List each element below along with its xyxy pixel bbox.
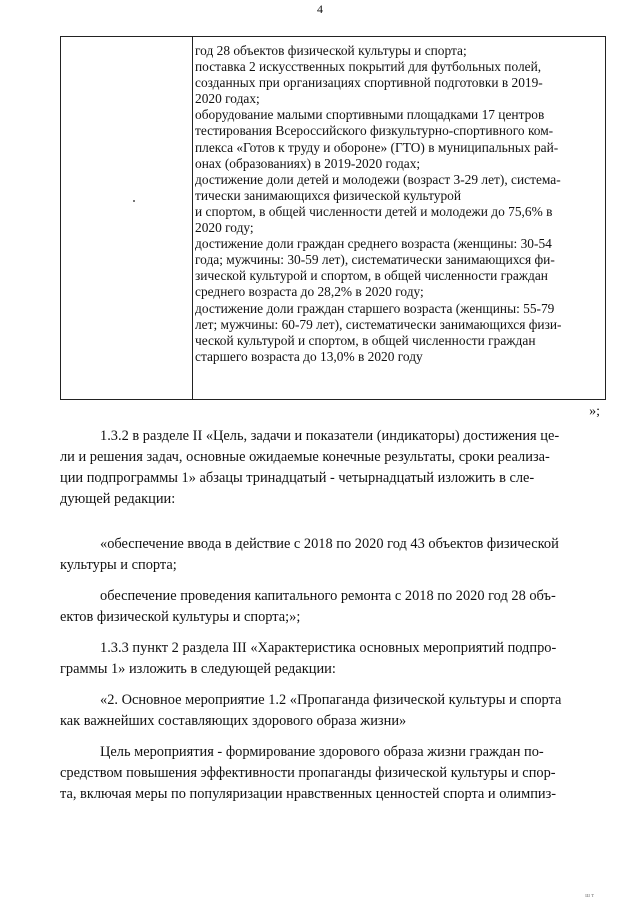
table-column-divider [192, 37, 193, 399]
table-line: года; мужчины: 30-59 лет), систематически занимающихся фи- [195, 252, 555, 268]
body-line: граммы 1» изложить в следующей редакции: [60, 661, 336, 677]
body-line: ции подпрограммы 1» абзацы тринадцатый - четырнадцатый изложить в сле- [60, 470, 535, 486]
body-line: средством повышения эффективности пропаганды физической культуры и спор- [60, 765, 556, 781]
page-number: 4 [317, 2, 323, 16]
body-line: как важнейших составляющих здорового образа жизни» [60, 713, 407, 729]
body-line: ли и решения задач, основные ожидаемые конечные результаты, сроки реализа- [60, 449, 550, 465]
body-line: 1.3.2 в разделе II «Цель, задачи и показатели (индикаторы) достижения це- [100, 428, 560, 444]
table-line: год 28 объектов физической культуры и спорта; [195, 43, 467, 58]
body-line: «обеспечение ввода в действие с 2018 по 2020 год 43 объектов физической [100, 536, 559, 552]
table-line: достижение доли детей и молодежи (возраст 3-29 лет), система- [195, 171, 561, 187]
closing-quote: »; [589, 404, 600, 419]
table-line: 2020 годах; [195, 91, 260, 107]
body-line: та, включая меры по популяризации нравственных ценностей спорта и олимпиз- [60, 786, 557, 802]
indicators-table [60, 36, 606, 400]
table-line: плекса «Готов к труду и обороне» (ГТО) в муниципальных рай- [195, 139, 559, 155]
body-line: Цель мероприятия - формирование здорового образа жизни граждан по- [100, 744, 544, 760]
table-line: старшего возраста до 13,0% в 2020 году [195, 348, 423, 364]
table-line: и спортом, в общей численности детей и молодежи до 75,6% в [195, 203, 553, 219]
table-line: ческой культурой и спортом, в общей численности граждан [195, 332, 536, 348]
quoted-amendment [60, 534, 606, 576]
table-line: онах (образованиях) в 2019-2020 годах; [195, 155, 421, 171]
table-line: достижение доли граждан среднего возраста (женщины: 30-54 [195, 236, 552, 252]
scan-speck [133, 200, 135, 202]
table-line: достижение доли граждан старшего возраста (женщины: 55-79 [195, 300, 555, 316]
body-line: дующей редакции: [60, 491, 176, 507]
body-line: культуры и спорта; [60, 557, 177, 573]
table-line: 2020 году; [195, 220, 254, 236]
body-line: «2. Основное мероприятие 1.2 «Пропаганда физической культуры и спорта [100, 692, 562, 708]
paragraph-measure-goal [60, 742, 606, 805]
body-line: ектов физической культуры и спорта;»; [60, 609, 301, 625]
table-line: созданных при организациях спортивной подготовки в 2019- [195, 75, 543, 91]
paragraph-1-3-3 [60, 638, 606, 680]
table-line: поставка 2 искусственных покрытий для футбольных полей, [195, 59, 542, 75]
table-line: оборудование малыми спортивными площадками 17 центров [195, 107, 545, 123]
paragraph-capital-repair [60, 586, 606, 628]
table-line: тестирования Всероссийского физкультурно-спортивного ком- [195, 123, 554, 139]
table-line: тически занимающихся физической культурой [195, 187, 462, 203]
footer-scan-mark: ш т [585, 893, 594, 899]
table-line: лет; мужчины: 60-79 лет), систематически занимающихся физи- [195, 316, 562, 332]
body-line: 1.3.3 пункт 2 раздела III «Характеристика основных мероприятий подпро- [100, 640, 557, 656]
table-cell-text [195, 43, 603, 365]
body-line: обеспечение проведения капитального ремонта с 2018 по 2020 год 28 объ- [100, 588, 556, 604]
table-line: среднего возраста до 28,2% в 2020 году; [195, 284, 424, 300]
paragraph-1-3-2 [60, 426, 606, 510]
table-line: зической культурой и спортом, в общей численности граждан [195, 268, 548, 284]
paragraph-measure-1-2 [60, 690, 606, 732]
